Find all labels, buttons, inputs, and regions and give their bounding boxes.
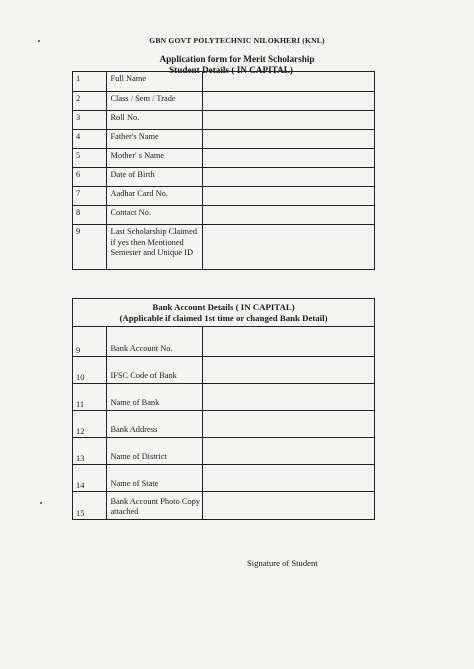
table-row [73, 187, 375, 206]
field-label-district: Name of District [107, 438, 202, 465]
row-number: 9 [73, 327, 107, 357]
field-value-roll-no[interactable] [202, 111, 374, 130]
scan-speck [38, 40, 40, 42]
form-title-line2: Student Details ( IN CAPITAL) [169, 65, 293, 75]
field-label-contact: Contact No. [107, 206, 202, 225]
field-value-last-scholarship[interactable] [202, 225, 374, 270]
row-number: 15 [73, 492, 107, 520]
bank-heading-line1: Bank Account Details ( IN CAPITAL) [152, 302, 295, 312]
field-value-father-name[interactable] [202, 130, 374, 149]
table-row [73, 465, 375, 492]
field-label-ifsc: IFSC Code of Bank [107, 357, 202, 384]
row-number: 5 [73, 149, 107, 168]
student-details-table [72, 71, 375, 270]
field-label-state: Name of State [107, 465, 202, 492]
field-value-dob[interactable] [202, 168, 374, 187]
table-row [73, 168, 375, 187]
row-number: 13 [73, 438, 107, 465]
field-label-aadhar: Aadhar Card No. [107, 187, 202, 206]
table-row [73, 411, 375, 438]
row-number: 14 [73, 465, 107, 492]
table-row [73, 492, 375, 520]
field-label-father-name: Father's Name [107, 130, 202, 149]
table-row [73, 225, 375, 270]
field-value-bank-account[interactable] [202, 327, 374, 357]
field-label-dob: Date of Birth [107, 168, 202, 187]
table-row [73, 438, 375, 465]
bank-details-table [72, 298, 375, 520]
table-row [73, 92, 375, 111]
field-value-bank-address[interactable] [202, 411, 374, 438]
table-row [73, 149, 375, 168]
signature-label: Signature of Student [247, 558, 318, 568]
field-value-aadhar[interactable] [202, 187, 374, 206]
table-row [73, 111, 375, 130]
table-row [73, 130, 375, 149]
row-number: 9 [73, 225, 107, 270]
field-value-mother-name[interactable] [202, 149, 374, 168]
form-title-line1: Application form for Merit Scholarship [159, 54, 315, 64]
scan-speck [40, 502, 42, 504]
field-label-roll-no: Roll No. [107, 111, 202, 130]
row-number: 6 [73, 168, 107, 187]
field-value-full-name[interactable] [202, 72, 374, 92]
bank-table-heading [73, 299, 375, 327]
field-label-bank-name: Name of Bank [107, 384, 202, 411]
row-number: 4 [73, 130, 107, 149]
bank-table-heading-row [73, 299, 375, 327]
field-value-contact[interactable] [202, 206, 374, 225]
field-value-photo-copy[interactable] [202, 492, 374, 520]
row-number: 2 [73, 92, 107, 111]
field-label-mother-name: Mother' s Name [107, 149, 202, 168]
row-number: 12 [73, 411, 107, 438]
bank-heading-line2: (Applicable if claimed 1st time or changed Bank Detail) [119, 313, 328, 323]
field-value-district[interactable] [202, 438, 374, 465]
field-label-photo-copy: Bank Account Photo Copy attached [107, 492, 202, 520]
row-number: 11 [73, 384, 107, 411]
row-number: 1 [73, 72, 107, 92]
field-label-full-name: Full Name [107, 72, 202, 92]
row-number: 7 [73, 187, 107, 206]
row-number: 3 [73, 111, 107, 130]
row-number: 8 [73, 206, 107, 225]
field-label-bank-account: Bank Account No. [107, 327, 202, 357]
row-number: 10 [73, 357, 107, 384]
field-label-bank-address: Bank Address [107, 411, 202, 438]
college-name: GBN GOVT POLYTECHNIC NILOKHERI (KNL) [149, 36, 325, 45]
field-value-class[interactable] [202, 92, 374, 111]
field-value-state[interactable] [202, 465, 374, 492]
table-row [73, 72, 375, 92]
table-row [73, 206, 375, 225]
table-row [73, 327, 375, 357]
table-row [73, 384, 375, 411]
field-value-bank-name[interactable] [202, 384, 374, 411]
field-value-ifsc[interactable] [202, 357, 374, 384]
field-label-class: Class / Sem / Trade [107, 92, 202, 111]
field-label-last-scholarship: Last Scholarship Claimed if yes then Mentioned Semester and Unique ID [107, 225, 202, 270]
table-row [73, 357, 375, 384]
